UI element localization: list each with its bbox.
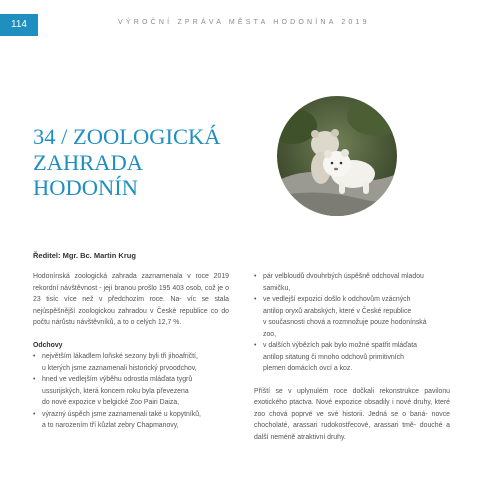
chapter-title-line: 34 / ZOOLOGICKÁ (33, 124, 221, 149)
left-column (33, 271, 229, 432)
chapter-title (33, 124, 253, 201)
text-line: v dalších výbězích pak bylo možné spatřit mláďata (263, 342, 417, 349)
list-item (33, 374, 229, 409)
text-line: plemen domácích ovcí a koz. (263, 365, 353, 372)
list-item (254, 294, 450, 340)
text-line: ve vedlejší expozici došlo k odchovům vzácných (263, 296, 411, 303)
breeding-list-continued (254, 271, 450, 375)
text-line: Hodonínská zoologická zahrada zaznamenala v roce (33, 273, 209, 280)
list-item (33, 409, 229, 432)
text-line: 2019 rekordní návštěvnost - její branou prošlo 195 403 (33, 273, 229, 292)
text-line: které zoo chová poprvé ve své historii. Jedná se o baná- (254, 399, 450, 418)
chapter-title-line: HODONÍN (33, 175, 138, 200)
list-item (254, 340, 450, 375)
text-line: 12,7 %. (157, 319, 182, 326)
director-name: Ředitel: Mgr. Bc. Martin Krug (33, 251, 136, 260)
text-line: pár velbloudů dvouhrbých úspěšně odchoval mladou (263, 273, 424, 280)
text-line: douché a další neméně atraktivní druhy. (254, 422, 450, 441)
page-number-badge: 114 (0, 14, 38, 36)
text-line: antilop sitatung či mnoho odchovů primitivních (263, 353, 404, 361)
subheading-odchovy: Odchovy (33, 341, 63, 349)
breeding-list (33, 351, 229, 432)
text-line: republice co do počtu nárůstu návštěvníků, a to o celých (33, 307, 229, 326)
text-line: u kterých jsme zaznamenali historický prvoodchov, (42, 364, 197, 372)
text-line: zoo, (263, 330, 277, 338)
text-line: osob, což je o 23 tisíc více než v předchozím roce. Na- (33, 284, 229, 303)
text-line: exotického ptactva. Nové expozice obsadily i nové druhy, (254, 399, 433, 406)
right-column (254, 271, 450, 443)
list-item (254, 271, 450, 294)
running-header-title: VÝROČNÍ ZPRÁVA MĚSTA HODONÍNA 2019 (118, 19, 370, 26)
text-line: největším lákadlem loňské sezony byli tři jihoafričtí, (42, 353, 198, 360)
text-line: antilop oryxů arabských, které v České republice (263, 307, 412, 315)
lion-cubs-photo (277, 96, 397, 216)
text-line: samičku, (263, 284, 291, 292)
text-line: víc se stala nejúspěšnější zoologickou zahradou v České (33, 296, 230, 315)
list-item (33, 351, 229, 374)
chapter-title-line: ZAHRADA (33, 149, 143, 175)
text-line: do nové expozice v belgické Zoo Pairi Daiza, (42, 399, 180, 406)
text-line: a to narozením tří kůzlat zebry Chapmanovy, (42, 422, 179, 429)
text-line: ussurijských, která koncem roku byla převezena (42, 387, 189, 395)
closing-paragraph (254, 386, 450, 444)
text-line: novce chocholaté, arassari rudokostřecové, arassari tmě- (254, 410, 450, 429)
text-line: Příští se v uplynulém roce dočkali rekonstrukce pavilonu (254, 387, 450, 395)
intro-paragraph (33, 271, 229, 329)
text-line: výrazný úspěch jsme zaznamenali také u kopytníků, (42, 410, 201, 418)
text-line: v současnosti chová a rozmnožuje pouze hodonínská (263, 319, 427, 326)
text-line: hned ve vedlejším výběhu odrostla mláďata tygrů (42, 376, 193, 383)
lion-cubs-illustration (277, 96, 397, 216)
